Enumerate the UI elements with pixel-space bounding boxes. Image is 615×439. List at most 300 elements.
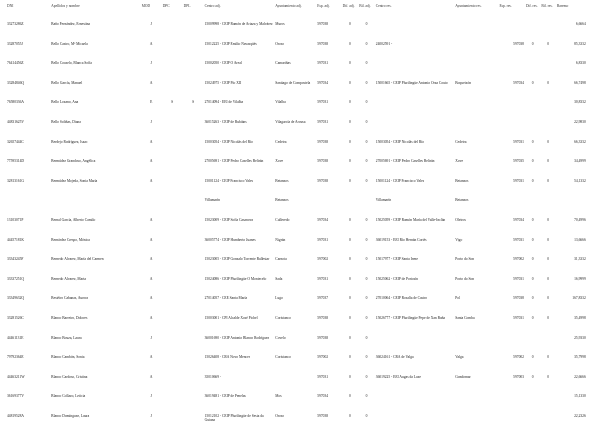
cell-esp-adj: 597038 <box>317 159 329 164</box>
cell-dpl <box>183 179 204 199</box>
cell-centro-res: 36019225 - EEI Augas da Laxe <box>375 374 421 379</box>
cell-bil-res <box>540 198 555 218</box>
cell-baremo: 35,4998 <box>574 315 586 320</box>
cell-dpl <box>183 198 204 218</box>
cell-dpl <box>183 140 204 160</box>
cell-ayuntamiento-adj: Coristanco <box>275 315 291 320</box>
cell-ayuntamiento-adj: Santiago de Compostela <box>275 80 311 85</box>
cell-mod: J <box>150 394 152 399</box>
cell-bil-res: 0 <box>547 178 550 183</box>
cell-dpl <box>183 296 204 316</box>
table-row <box>6 218 609 238</box>
cell-dpl <box>183 120 204 140</box>
cell-dni: 44463211W <box>7 374 25 379</box>
cell-centro-adj: 15012102 - CEIP Plurilingüe de Sesta da Guiana <box>204 413 264 422</box>
cell-ayuntamiento-adj: Lugo <box>275 296 283 301</box>
table-row <box>6 22 609 42</box>
cell-bil-adj <box>358 198 375 218</box>
table-row <box>6 414 609 434</box>
cell-nombre: Blanco Domínguez, Laura <box>51 413 90 418</box>
cell-spacer <box>587 414 609 434</box>
cell-dpc: S <box>171 100 174 105</box>
cell-mod: A <box>149 276 153 281</box>
cell-bil-res: 0 <box>547 217 550 222</box>
cell-bil-res <box>540 100 555 120</box>
cell-esp-res: 597038 <box>513 296 524 301</box>
cell-dif-res <box>525 394 540 414</box>
cell-centro-res: Villamarín <box>375 198 392 203</box>
table-row <box>6 120 609 140</box>
cell-centro-adj: 36005774 - CEIP Humberto Juanes <box>204 237 256 242</box>
cell-dni: 79792364E <box>7 355 24 360</box>
cell-centro-res <box>375 394 455 414</box>
cell-nombre: Bello García, Manuel <box>51 80 83 85</box>
cell-dni: 44831625V <box>7 119 24 124</box>
cell-esp-res: 597031 <box>513 237 524 242</box>
cell-centro-adj: 15023009 - CEIP Sofía Casanova <box>204 217 254 222</box>
cell-nombre <box>50 198 141 218</box>
cell-dpc <box>162 375 183 395</box>
cell-esp-adj: 597038 <box>317 22 329 26</box>
cell-ayuntamiento-adj: Camariñas <box>275 61 291 66</box>
cell-centro-adj: 15009998 - CEIP Ramón de Artaza y Malvárez <box>204 22 273 26</box>
cell-spacer <box>587 22 609 42</box>
column-header-bil-res: Bil. res. <box>541 4 553 8</box>
cell-ayuntamiento-res <box>454 61 498 81</box>
cell-esp-res <box>498 336 525 356</box>
cell-baremo: 167,8332 <box>572 296 586 301</box>
cell-centro-res <box>375 61 455 81</box>
cell-spacer <box>587 277 609 297</box>
cell-mod: A <box>149 237 153 242</box>
cell-dif-adj: 0 <box>349 237 351 242</box>
cell-centro-res <box>375 100 455 120</box>
cell-ayuntamiento-res: Pol <box>455 296 461 301</box>
cell-baremo: 54,1332 <box>574 178 586 183</box>
cell-spacer <box>587 42 609 62</box>
cell-dni: 32813161G <box>7 178 24 183</box>
table-row <box>6 140 609 160</box>
cell-ayuntamiento-adj: Nigrán <box>275 237 286 242</box>
column-header-baremo: Baremo <box>556 4 569 8</box>
cell-nombre: Bestéiro Cabanas, Aurora <box>51 296 88 301</box>
cell-ayuntamiento-res: Betanzos <box>455 198 469 203</box>
cell-dpl <box>183 375 204 395</box>
cell-ayuntamiento-res: Betanzos <box>455 178 469 183</box>
table-body <box>6 22 609 433</box>
cell-dpc <box>162 22 183 42</box>
cell-dni: 44461131E <box>7 335 24 340</box>
cell-dpl <box>183 42 204 62</box>
cell-spacer <box>587 257 609 277</box>
cell-mod: J <box>150 61 152 66</box>
cell-dif-res: 0 <box>531 41 534 46</box>
cell-esp-adj: 597031 <box>317 61 329 66</box>
cell-nombre: Bermúdez Mojeda, Sonia María <box>51 178 98 183</box>
cell-baremo: 85,3332 <box>574 41 586 46</box>
cell-dpc <box>162 277 183 297</box>
cell-esp-res: 597034 <box>513 217 524 222</box>
cell-esp-adj: 597038 <box>317 335 329 340</box>
cell-dif-res: 0 <box>531 315 534 320</box>
cell-baremo: 34,4999 <box>574 159 586 164</box>
cell-esp-res: 597034 <box>513 80 524 85</box>
table-header-row <box>6 0 609 22</box>
table-row <box>6 336 609 356</box>
cell-dif-adj: 0 <box>349 119 351 124</box>
cell-dif-res: 0 <box>531 374 534 379</box>
cell-dni: 76580336A <box>7 100 24 105</box>
cell-baremo: 35,7998 <box>574 355 586 360</box>
cell-centro-adj: 15024086 - CEIP Plurilingüe O Montecelo <box>204 276 267 281</box>
cell-ayuntamiento-res <box>454 100 498 120</box>
cell-baremo: 22,2326 <box>574 413 586 418</box>
cell-bil-adj: 0 <box>365 139 368 144</box>
cell-centro-adj: Villamarín <box>204 198 220 203</box>
cell-dif-res: 0 <box>531 159 534 164</box>
cell-dpl <box>183 355 204 375</box>
table-row <box>6 81 609 101</box>
cell-esp-res: 597002 <box>513 257 524 262</box>
cell-bil-res: 0 <box>547 315 550 320</box>
cell-centro-adj: 27014094 - EEI de Vilalba <box>204 100 244 105</box>
cell-nombre: Bello Lozano, Ana <box>51 100 79 105</box>
cell-dif-res: 0 <box>531 139 534 144</box>
column-header-dif-res: Dif. res. <box>525 4 538 8</box>
cell-ayuntamiento-res <box>454 22 498 42</box>
cell-nombre: Bernedo Álvarez, Marta <box>51 276 86 281</box>
cell-spacer <box>587 316 609 336</box>
column-header-centro-res: Centro res. <box>375 4 392 8</box>
cell-esp-res: 597038 <box>513 41 524 46</box>
cell-esp-res <box>498 394 525 414</box>
cell-baremo: 6,8330 <box>575 61 586 66</box>
cell-dif-res <box>525 22 540 42</box>
cell-dpc <box>162 238 183 258</box>
cell-esp-res: 597031 <box>513 276 524 281</box>
cell-dif-adj: 0 <box>349 296 351 301</box>
cell-dpc <box>162 42 183 62</box>
cell-dpl <box>183 238 204 258</box>
cell-centro-adj: 36001690 - CEIP Antonio Blanco Rodríguez <box>204 335 270 340</box>
cell-centro-res: 15025059 - CEIP Ramón María del Valle-Inclán <box>375 217 446 222</box>
cell-mod: A <box>149 315 153 320</box>
cell-ayuntamiento-res <box>454 414 498 434</box>
cell-bil-adj: 0 <box>365 61 368 66</box>
cell-dif-res: 0 <box>531 257 534 262</box>
cell-mod: A <box>149 159 153 164</box>
cell-bil-res: 0 <box>547 355 550 360</box>
cell-nombre: Bermúdez Grandoso, Angélica <box>51 159 96 164</box>
cell-centro-adj: 15003054 - CEIP Nicolás del Río <box>204 139 253 144</box>
cell-dif-adj <box>342 198 359 218</box>
cell-esp-res: 597031 <box>513 178 524 183</box>
column-header-mod: MOD <box>141 4 151 8</box>
cell-dni: 33337251Q <box>7 276 24 281</box>
cell-dpc <box>162 296 183 316</box>
cell-centro-adj: 27005691 - CEIP Pedro Caselles Beltrán <box>204 159 264 164</box>
cell-dpc <box>162 218 183 238</box>
cell-bil-res: 0 <box>547 276 550 281</box>
cell-ayuntamiento-adj <box>274 375 316 395</box>
cell-bil-res <box>540 120 555 140</box>
cell-dif-res <box>525 120 540 140</box>
cell-esp-adj: 597031 <box>317 237 329 242</box>
table-row <box>6 61 609 81</box>
cell-dpc <box>162 140 183 160</box>
cell-baremo: 66,7498 <box>574 80 586 85</box>
cell-dif-adj: 0 <box>349 276 351 281</box>
cell-nombre: Blanco Cardoso, Cristina <box>51 374 88 379</box>
cell-spacer <box>587 355 609 375</box>
cell-centro-adj: 15023005 - CEIP Gonzalo Torrente Ballestar <box>204 257 270 262</box>
table-row <box>6 375 609 395</box>
cell-nombre: Bernedo Álvarez, María del Carmen <box>51 257 104 262</box>
cell-bil-adj: 0 <box>365 22 368 26</box>
cell-nombre: Berdejo Rodríguez, Isaac <box>51 139 88 144</box>
cell-esp-adj: 597038 <box>317 413 329 418</box>
cell-esp-res <box>498 198 525 218</box>
table-row <box>6 257 609 277</box>
cell-esp-res: 597031 <box>513 139 524 144</box>
cell-spacer <box>587 218 609 238</box>
cell-centro-adj: 15003001 - CPI Alcalde Xosé Pichel <box>204 315 258 320</box>
cell-baremo <box>556 198 587 218</box>
column-header-spacer <box>587 0 609 22</box>
cell-ayuntamiento-res <box>454 120 498 140</box>
cell-mod: A <box>149 296 153 301</box>
cell-mod: A <box>149 374 153 379</box>
cell-dpl <box>183 22 204 42</box>
cell-esp-adj: 597031 <box>317 119 329 124</box>
cell-esp-adj: 597002 <box>317 257 329 262</box>
cell-dpl <box>183 159 204 179</box>
cell-dif-adj: 0 <box>349 61 351 66</box>
column-header-centro-adj: Centro adj. <box>204 4 221 8</box>
cell-spacer <box>587 100 609 120</box>
cell-bil-adj: 0 <box>365 178 368 183</box>
cell-dif-adj: 0 <box>349 100 351 105</box>
table-row <box>6 296 609 316</box>
cell-dif-adj: 0 <box>349 315 351 320</box>
cell-mod: J <box>150 335 152 340</box>
cell-esp-res <box>498 61 525 81</box>
cell-centro-adj: 15002050 - CEIP O Areal <box>204 61 242 66</box>
cell-ayuntamiento-adj: Muros <box>275 22 285 26</box>
cell-ayuntamiento-adj: Carnota <box>275 257 287 262</box>
cell-spacer <box>587 375 609 395</box>
cell-ayuntamiento-adj: Vilagarcía de Arousa <box>275 119 306 124</box>
cell-dni: 33287055J <box>7 41 23 46</box>
cell-dpc <box>162 198 183 218</box>
cell-ayuntamiento-adj: Betanzos <box>275 178 289 183</box>
cell-bil-res: 0 <box>547 80 550 85</box>
cell-dpl <box>183 336 204 356</box>
cell-baremo: 16,9999 <box>574 276 586 281</box>
cell-esp-adj: 597031 <box>317 100 329 105</box>
cell-ayuntamiento-adj: Vilalba <box>275 100 286 105</box>
cell-esp-adj: 597038 <box>317 41 329 46</box>
column-header-bil-adj: Bil. adj. <box>359 4 371 8</box>
table-row <box>6 179 609 199</box>
cell-dif-adj: 0 <box>349 178 351 183</box>
cell-dif-adj: 0 <box>349 22 351 26</box>
cell-esp-res <box>498 22 525 42</box>
cell-esp-adj: 597038 <box>317 315 329 320</box>
cell-bil-res <box>540 414 555 434</box>
cell-spacer <box>587 179 609 199</box>
cell-nombre: Blanco Cambón, Sonia <box>51 355 85 360</box>
cell-esp-res: 597002 <box>513 355 524 360</box>
cell-baremo: 31,3332 <box>574 257 586 262</box>
cell-spacer <box>587 296 609 316</box>
cell-spacer <box>587 198 609 218</box>
cell-mod: J <box>150 413 152 418</box>
cell-ayuntamiento-res: Vigo <box>455 237 463 242</box>
cell-dif-adj: 0 <box>349 394 351 399</box>
cell-nombre: Baño Fernández, Ernestina <box>51 22 90 26</box>
cell-bil-res: 0 <box>547 159 550 164</box>
cell-centro-adj: 35010669 - <box>204 374 222 379</box>
cell-centro-adj: 36015263 - CEIP de Rubiáns <box>204 119 247 124</box>
cell-centro-res <box>375 120 455 140</box>
cell-centro-adj: 15024975 - CEIP Pío XII <box>204 80 242 85</box>
cell-esp-res <box>498 100 525 120</box>
table-row <box>6 355 609 375</box>
cell-bil-res <box>540 394 555 414</box>
cell-ayuntamiento-adj: Cedeira <box>275 139 287 144</box>
cell-ayuntamiento-adj: Culleredo <box>275 217 290 222</box>
column-header-ayto-res: Ayuntamiento res. <box>455 4 482 8</box>
cell-ayuntamiento-res: Porto do Son <box>455 276 475 281</box>
cell-ayuntamiento-res: Santa Comba <box>455 315 475 320</box>
column-header-dpc: DPC <box>162 4 170 8</box>
cell-dpl <box>183 218 204 238</box>
cell-ayuntamiento-res <box>454 394 498 414</box>
cell-bil-res: 0 <box>547 237 550 242</box>
cell-centro-res: 15003054 - CEIP Nicolás del Río <box>375 139 425 144</box>
cell-dif-adj: 0 <box>349 335 351 340</box>
cell-bil-adj: 0 <box>365 159 368 164</box>
cell-dpc <box>162 336 183 356</box>
cell-dif-res <box>525 100 540 120</box>
column-header-ayto-adj: Ayuntamiento adj. <box>275 4 302 8</box>
cell-centro-adj: 15026408 - CRA Novo Mencer <box>204 355 250 360</box>
cell-bil-res: 0 <box>547 374 550 379</box>
cell-ayuntamiento-adj: Oroso <box>275 413 285 418</box>
column-header-dpl: DPL <box>183 4 191 8</box>
cell-spacer <box>587 394 609 414</box>
cell-bil-adj: 0 <box>365 257 368 262</box>
cell-dni: 32657444C <box>7 139 24 144</box>
cell-dpc <box>162 394 183 414</box>
cell-centro-res: 27010064 - CEIP Rosalía de Castro <box>375 296 428 301</box>
cell-ayuntamiento-res: Valga <box>455 355 464 360</box>
cell-centro-adj: 15012225 - CEIP Emilio Navasqüés <box>204 41 257 46</box>
cell-ayuntamiento-res: Xove <box>455 159 464 164</box>
cell-bil-adj: 0 <box>365 100 368 105</box>
cell-centro-res: 15001665 - CEIP Plurilingüe Antonio Orza Couto <box>375 80 448 85</box>
cell-spacer <box>587 81 609 101</box>
cell-esp-adj: 597002 <box>317 355 329 360</box>
cell-esp-adj: 597038 <box>317 178 329 183</box>
cell-nombre: Bello Castro, Mª Micaela <box>51 41 88 46</box>
cell-dif-res <box>525 336 540 356</box>
cell-dif-res: 0 <box>531 296 534 301</box>
cell-nombre: Bello Soliñas, Diana <box>51 119 81 124</box>
cell-centro-res <box>375 336 455 356</box>
cell-esp-adj: 597034 <box>317 394 329 399</box>
cell-ayuntamiento-res: Oleiros <box>455 217 466 222</box>
cell-dni: 13103071P <box>7 217 24 222</box>
cell-baremo: 22,9830 <box>574 119 586 124</box>
cell-bil-adj: 0 <box>365 374 368 379</box>
table-row <box>6 394 609 414</box>
cell-dni: 33273286Z <box>7 22 24 26</box>
cell-bil-res <box>540 22 555 42</box>
cell-dif-adj: 0 <box>349 413 351 418</box>
cell-dif-res <box>525 414 540 434</box>
cell-esp-res <box>498 414 525 434</box>
cell-baremo: 66,3332 <box>574 139 586 144</box>
column-header-nombre: Apellidos y nombre <box>51 4 80 8</box>
cell-dpl <box>183 257 204 277</box>
cell-dpc <box>162 120 183 140</box>
cell-bil-adj: 0 <box>365 335 368 340</box>
cell-centro-adj: 27014057 - CEE Santa María <box>204 296 248 301</box>
cell-bil-adj: 0 <box>365 413 368 418</box>
cell-baremo: 6,6664 <box>575 22 586 26</box>
cell-dif-res <box>525 198 540 218</box>
cell-baremo: 30,8332 <box>574 100 586 105</box>
cell-ayuntamiento-res: Gondomar <box>455 374 471 379</box>
cell-spacer <box>587 159 609 179</box>
cell-dif-adj: 0 <box>349 217 351 222</box>
cell-mod: J <box>150 119 152 124</box>
cell-dif-res: 0 <box>531 217 534 222</box>
cell-dif-adj: 0 <box>349 80 351 85</box>
cell-esp-res: 597031 <box>513 315 524 320</box>
cell-bil-adj: 0 <box>365 237 368 242</box>
cell-bil-res: 0 <box>547 41 550 46</box>
cell-dpc <box>162 179 183 199</box>
cell-dif-res: 0 <box>531 237 534 242</box>
cell-baremo: 22,6666 <box>574 374 586 379</box>
cell-mod: A <box>149 139 153 144</box>
cell-esp-adj: 597031 <box>317 276 329 281</box>
cell-ayuntamiento-adj: Xove <box>275 159 284 164</box>
cell-ayuntamiento-adj: Betanzos <box>275 198 289 203</box>
cell-dpl <box>183 414 204 434</box>
cell-centro-res <box>375 414 455 434</box>
cell-centro-res: 15001124 - CEIP Francisco Vales <box>375 178 425 183</box>
cell-dni: 33349632Q <box>7 296 24 301</box>
cell-ayuntamiento-adj: Mos <box>275 394 282 399</box>
cell-bil-res: 0 <box>547 257 550 262</box>
cell-spacer <box>587 61 609 81</box>
table-row <box>6 100 609 120</box>
cell-mod: A <box>149 257 153 262</box>
cell-nombre: Bernárdez Crespo, Mónica <box>51 237 90 242</box>
cell-dni: 76414456Z <box>7 61 24 66</box>
cell-esp-res <box>498 120 525 140</box>
cell-dif-res: 0 <box>531 355 534 360</box>
cell-dif-res <box>525 61 540 81</box>
cell-spacer <box>587 140 609 160</box>
cell-dpc <box>162 316 183 336</box>
cell-esp-adj: 597034 <box>317 217 329 222</box>
cell-dpl <box>183 277 204 297</box>
